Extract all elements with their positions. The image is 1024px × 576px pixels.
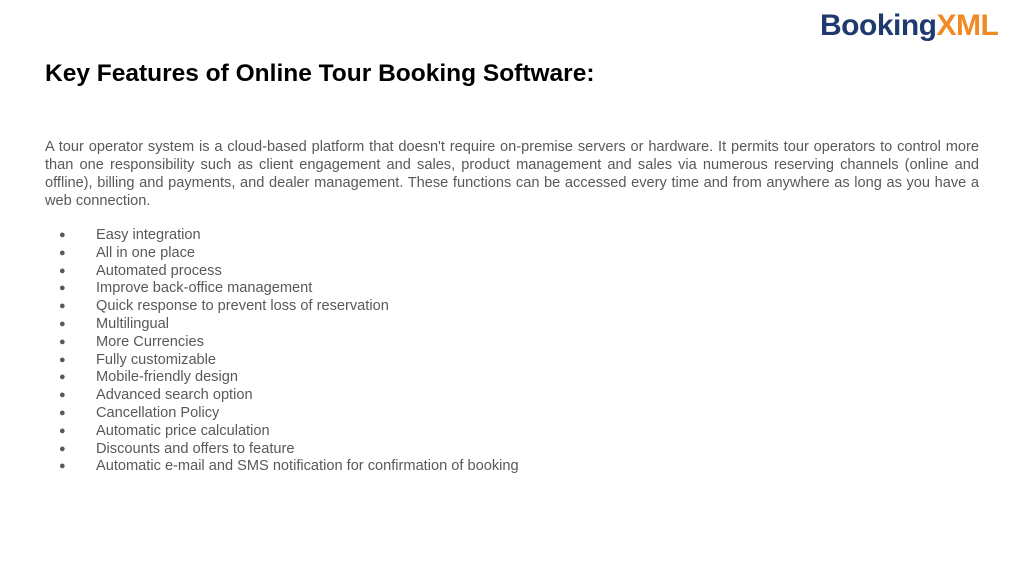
feature-label: Automatic price calculation [96, 422, 270, 439]
feature-item [45, 263, 519, 281]
feature-label: Advanced search option [96, 387, 253, 404]
bullet-icon: ● [59, 229, 66, 241]
bullet-icon: ● [59, 406, 66, 419]
bullet-icon: ● [59, 317, 66, 330]
logo-graphic [820, 4, 1020, 48]
feature-label: Automated process [96, 262, 222, 279]
feature-label: More Currencies [96, 333, 204, 350]
feature-label: All in one place [96, 244, 195, 261]
feature-label: Quick response to prevent loss of reservation [96, 298, 389, 315]
feature-item [45, 334, 519, 352]
feature-item [45, 352, 519, 370]
bullet-icon: ● [59, 335, 66, 348]
bullet-icon: ● [59, 282, 66, 295]
feature-item [45, 423, 519, 441]
feature-item [45, 441, 519, 459]
bullet-icon: ● [59, 353, 66, 366]
bullet-icon: ● [59, 246, 66, 259]
feature-item [45, 387, 519, 405]
bullet-icon: ● [59, 442, 66, 455]
feature-label: Discounts and offers to feature [96, 440, 295, 457]
bullet-icon: ● [59, 264, 66, 277]
feature-label: Automatic e-mail and SMS notification for confirmation of booking [96, 458, 519, 475]
feature-label: Easy integration [96, 227, 201, 243]
feature-label: Fully customizable [96, 351, 217, 368]
svg-text:BookingXML [820, 9, 999, 42]
bullet-icon: ● [59, 424, 66, 437]
page-title: Key Features of Online Tour Booking Software: [45, 60, 595, 87]
logo-text-xml: XML [936, 9, 999, 42]
feature-item [45, 458, 519, 476]
bullet-icon: ● [59, 460, 66, 473]
feature-item [45, 369, 519, 387]
intro-paragraph: A tour operator system is a cloud-based platform that doesn't require on-premise servers or hardware. It permits tour operators to control more than one responsibility such as client engagement and sales, product management and sales via numerous reserving channels (online and offline), billing and payments, and dealer management. These functions can be accessed every time and from anywhere as long as you have a web connection. [45, 139, 979, 209]
feature-item [45, 316, 519, 334]
feature-label: Cancellation Policy [96, 404, 220, 421]
bullet-icon: ● [59, 300, 66, 313]
feature-item [45, 227, 519, 245]
feature-item [45, 405, 519, 423]
features-list [45, 227, 519, 476]
feature-label: Multilingual [96, 315, 170, 332]
logo-text-booking: Booking [820, 9, 937, 42]
bullet-icon: ● [59, 371, 66, 384]
feature-item [45, 245, 519, 263]
feature-item [45, 280, 519, 298]
feature-label: Improve back-office management [96, 280, 313, 297]
bullet-icon: ● [59, 389, 66, 402]
feature-label: Mobile-friendly design [96, 369, 238, 386]
feature-item [45, 298, 519, 316]
bookingxml-logo [820, 4, 1020, 48]
